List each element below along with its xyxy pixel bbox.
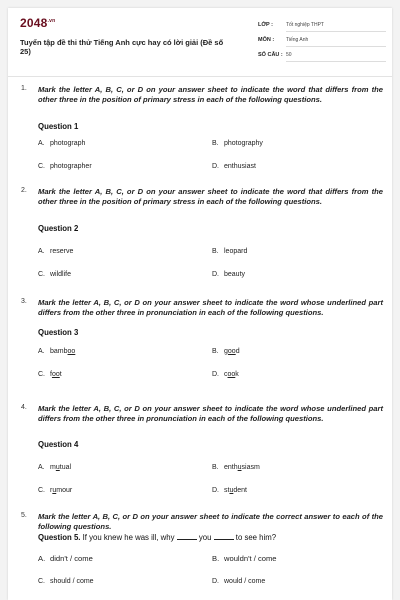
answer-blank xyxy=(177,533,197,540)
meta-subject-value: Tiếng Anh xyxy=(286,37,386,47)
meta-count-value: 50 xyxy=(286,52,386,62)
option-b[interactable]: B. good xyxy=(212,348,240,355)
option-c[interactable]: C. rumour xyxy=(38,487,73,494)
question-instruction: Mark the letter A, B, C, or D on your answer sheet to indicate the word that differs from the other three in the position of primary stress in each of the following questions. xyxy=(38,187,383,206)
site-logo[interactable] xyxy=(20,16,55,30)
document-header xyxy=(20,16,384,72)
header-divider xyxy=(8,76,392,77)
stem-part-2: you xyxy=(198,533,212,542)
option-d[interactable]: D. cook xyxy=(212,371,239,378)
answer-blank xyxy=(214,533,234,540)
option-b[interactable]: B. leopard xyxy=(212,248,248,255)
document-title: Tuyển tập đề thi thử Tiếng Anh cực hay có lời giải (Đề số 25) xyxy=(20,38,224,56)
logo-suffix: .vn xyxy=(47,18,56,24)
question-label: Question 1 xyxy=(38,122,79,131)
option-b[interactable]: B. photography xyxy=(212,140,263,147)
option-b[interactable]: B. wouldn't / come xyxy=(212,554,277,563)
document-meta xyxy=(258,22,388,67)
option-b[interactable]: B. enthusiasm xyxy=(212,464,260,471)
option-a[interactable]: A. mutual xyxy=(38,464,72,471)
option-a[interactable]: A. didn't / come xyxy=(38,554,93,563)
option-d[interactable]: D. student xyxy=(212,487,247,494)
option-a[interactable]: A. reserve xyxy=(38,248,74,255)
stem-part-3: to see him? xyxy=(235,533,277,542)
question-label: Question 4 xyxy=(38,440,79,449)
question-label: Question 3 xyxy=(38,328,79,337)
question-instruction: Mark the letter A, B, C, or D on your answer sheet to indicate the correct answer to each of the following questions. xyxy=(38,512,383,531)
question-instruction: Mark the letter A, B, C, or D on your answer sheet to indicate the word whose underlined part differs from the other three in pronunciation in each of the following questions. xyxy=(38,404,383,423)
option-c[interactable]: C. foot xyxy=(38,371,62,378)
meta-count-label: SỐ CÂU : xyxy=(258,52,283,58)
meta-class-value: Tốt nghiệp THPT xyxy=(286,22,386,32)
option-a[interactable]: A. bamboo xyxy=(38,348,76,355)
option-c[interactable]: C. photographer xyxy=(38,163,92,170)
meta-subject-row xyxy=(258,37,388,52)
option-d[interactable]: D. would / come xyxy=(212,578,266,585)
meta-class-row xyxy=(258,22,388,37)
question-number: 2. xyxy=(21,187,27,194)
question-instruction: Mark the letter A, B, C, or D on your answer sheet to indicate the word that differs from the other three in the position of primary stress in each of the following questions. xyxy=(38,85,383,104)
question-number: 3. xyxy=(21,298,27,305)
document-page xyxy=(8,8,392,600)
option-a[interactable]: A. photograph xyxy=(38,140,86,147)
question-label: Question 2 xyxy=(38,224,79,233)
question-number: 4. xyxy=(21,404,27,411)
question-label: Question 5. xyxy=(38,533,81,542)
option-c[interactable]: C. wildlife xyxy=(38,271,72,278)
option-d[interactable]: D. beauty xyxy=(212,271,246,278)
meta-class-label: LỚP : xyxy=(258,22,273,28)
option-c[interactable]: C. should / come xyxy=(38,578,94,585)
option-d[interactable]: D. enthusiast xyxy=(212,163,256,170)
meta-subject-label: MÔN : xyxy=(258,37,275,43)
meta-count-row xyxy=(258,52,388,67)
question-stem xyxy=(38,533,276,542)
stem-part-1: If you knew he was ill, why xyxy=(82,533,175,542)
question-number: 1. xyxy=(21,85,27,92)
logo-text: 2048 xyxy=(20,16,48,30)
question-instruction: Mark the letter A, B, C, or D on your answer sheet to indicate the word whose underlined part differs from the other three in pronunciation in each of the following questions. xyxy=(38,298,383,317)
question-number: 5. xyxy=(21,512,27,519)
